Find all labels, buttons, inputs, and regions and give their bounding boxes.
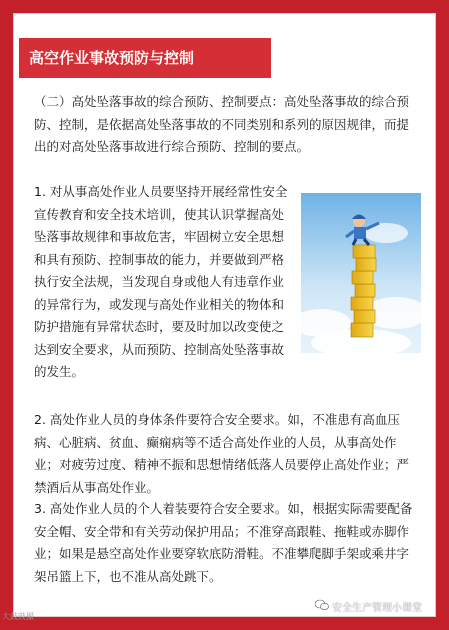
watermark-right: 安全生产管理小课堂 (332, 603, 422, 614)
worker-on-ladder-illustration (301, 193, 421, 353)
item-1-paragraph: 1. 对从事高处作业人员要坚持开展经常性安全宣传教育和安全技术培训，使其认识掌握高处坠落事故规律和事故危害，牢固树立安全思想和具有预防、控制事故的能力，并要做到严格执行安全法规，当发现自身或他人有违章作业的异常行为，或发现与高处作业相关的物体和防护措施有异常状态时，要及时加以改变使之达到安全要求，从而预防、控制高处坠落事故的发生。 (34, 184, 288, 379)
item-3-paragraph: 3. 高处作业人员的个人着装要符合安全要求。如，根据实际需要配备安全帽、安全带和有关劳动保护用品；不准穿高跟鞋、拖鞋或赤脚作业；如果是悬空高处作业要穿软底防滑鞋。不准攀爬脚手架或乘井字架吊篮上下，也不准从高处跳下。 (34, 501, 413, 584)
safety-illustration (301, 193, 421, 353)
intro-paragraph: （二）高处坠落事故的综合预防、控制要点：高处坠落事故的综合预防、控制，是依据高处坠落事故的不同类别和系列的原因规律，而提出的对高处坠落事故进行综合预防、控制的要点。 (34, 94, 410, 154)
article-title: 高空作业事故预防与控制 (19, 38, 271, 78)
wechat-icon (315, 599, 329, 611)
item-2-paragraph: 2. 高处作业人员的身体条件要符合安全要求。如，不准患有高血压病、心脏病、贫血、癫痫病等不适合高处作业的人员，从事高处作业；对疲劳过度、精神不振和思想情绪低落人员要停止高处作业；严禁酒后从事高处作业。 (34, 412, 410, 495)
watermark-left: 大鼓鼓撮 (2, 612, 34, 621)
